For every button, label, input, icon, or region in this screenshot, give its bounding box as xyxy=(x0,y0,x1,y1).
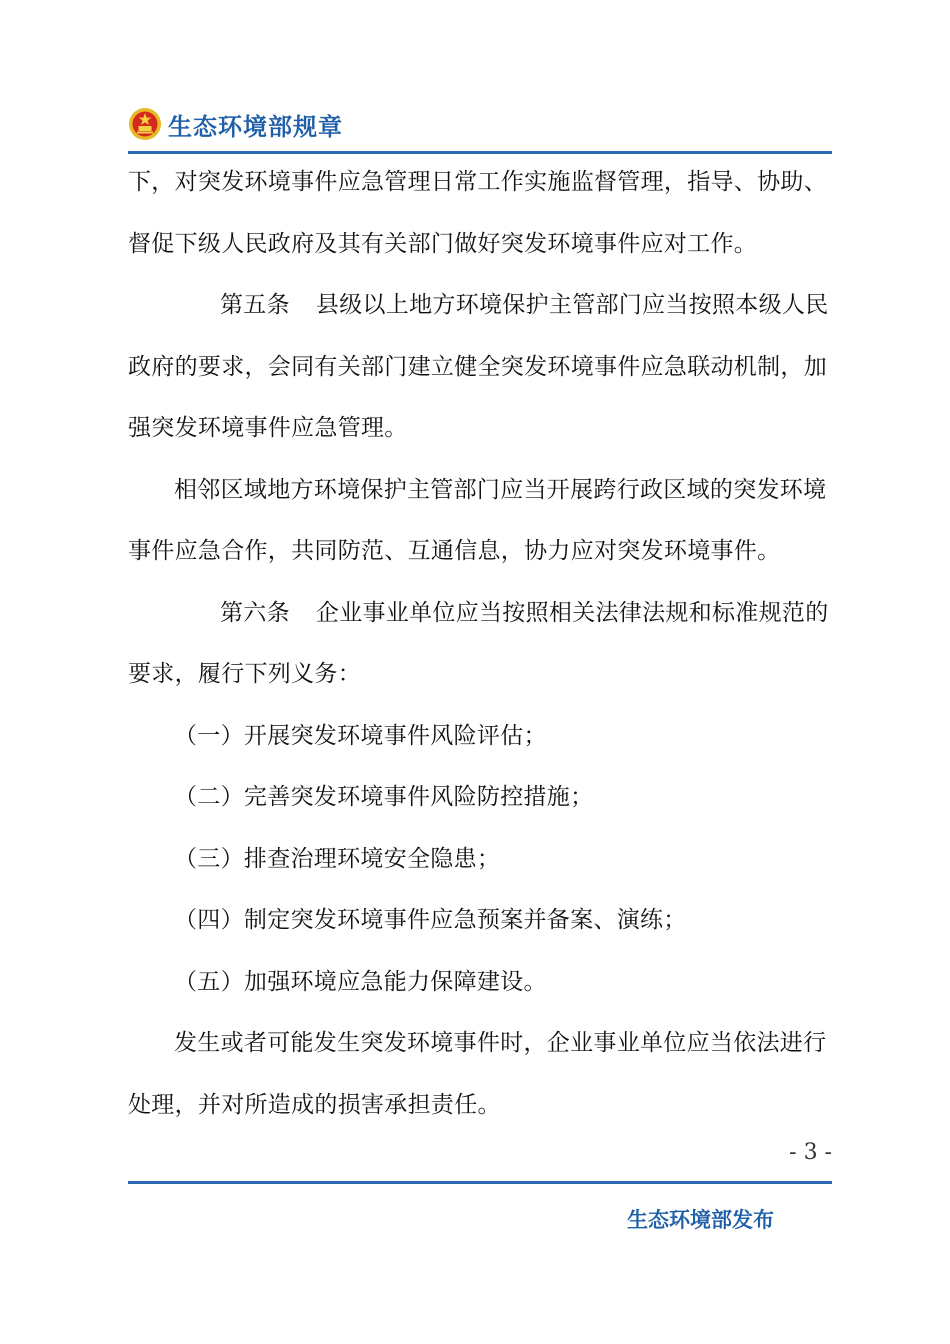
body-paragraph: 发生或者可能发生突发环境事件时，企业事业单位应当依法进行处理，并对所造成的损害承担责任。 xyxy=(128,1030,827,1118)
page-header xyxy=(128,102,343,146)
page-number: - 3 - xyxy=(789,1140,832,1165)
list-item: （四）制定突发环境事件应急预案并备案、演练； xyxy=(174,907,687,933)
header-title: 生态环境部规章 xyxy=(168,112,343,141)
article-paragraph: 第六条 企业事业单位应当按照相关法律法规和标准规范的要求，履行下列义务： xyxy=(128,583,832,706)
continuation-paragraph: 下，对突发环境事件应急管理日常工作实施监督管理，指导、协助、督促下级人民政府及其有关部门做好突发环境事件应对工作。 xyxy=(128,169,827,257)
list-item: （三）排查治理环境安全隐患； xyxy=(174,845,501,872)
list-item: （五）加强环境应急能力保障建设。 xyxy=(174,968,547,995)
article-number: 第六条 xyxy=(220,599,290,626)
article-number: 第五条 xyxy=(220,292,290,318)
national-emblem-icon xyxy=(128,107,162,141)
footer-publisher: 生态环境部发布 xyxy=(627,1208,774,1232)
body-paragraph: 相邻区域地方环境保护主管部门应当开展跨行政区域的突发环境事件应急合作，共同防范、互通信息，协力应对突发环境事件。 xyxy=(128,476,827,564)
document-body xyxy=(128,152,832,1136)
list-item: （二）完善突发环境事件风险防控措施； xyxy=(174,784,594,810)
list-item: （一）开展突发环境事件风险评估； xyxy=(174,722,547,749)
footer-divider xyxy=(128,1181,832,1184)
article-paragraph: 第五条 县级以上地方环境保护主管部门应当按照本级人民政府的要求，会同有关部门建立健全突发环境事件应急联动机制，加强突发环境事件应急管理。 xyxy=(128,275,832,460)
